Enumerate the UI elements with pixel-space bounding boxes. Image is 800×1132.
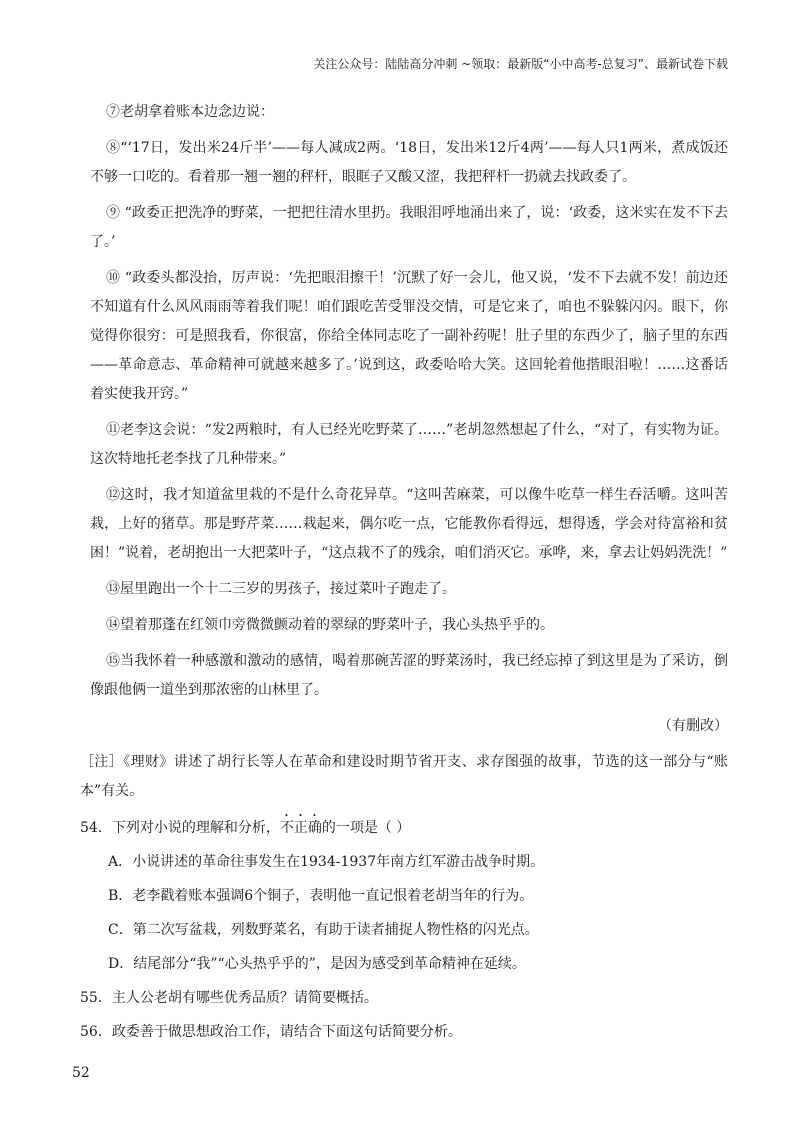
question-54-emphasis: 不正确	[279, 820, 322, 836]
option-c: C．第二次写盆栽，列数野菜名，有助于读者捕捉人物性格的闪光点。	[108, 922, 539, 938]
source-note: （有删改）	[658, 718, 728, 734]
page-number: 52	[72, 1065, 90, 1081]
document-body	[80, 98, 728, 1052]
question-56: 56．政委善于做思想政治工作，请结合下面这句话简要分析。	[80, 1024, 462, 1040]
paragraph-10: ⑩ “政委头都没抬，厉声说：‘先把眼泪擦干！’沉默了好一会儿，他又说，‘发不下去就不发！前边还不知道有什么风风雨雨等着我们呢！咱们跟吃苦受罪没交情，可是它来了，咱也不躲躲闪闪。眼下，你觉得你很穷：可是照我看，你很富，你给全体同志吃了一副补药呢！肚子里的东西少了，脑子里的东西——革命意志、革命精神可就越来越多了。’说到这，政委哈哈大笑。这回轮着他揩眼泪啦！……这番话着实使我开窍。”	[90, 270, 728, 402]
paragraph-9: ⑨ “政委正把洗净的野菜，一把把往清水里扔。我眼泪呼地涌出来了，说：‘政委，这米实在发不下去了。’	[90, 205, 728, 250]
paragraph-7: ⑦老胡拿着账本边念边说：	[106, 104, 274, 120]
option-d: D．结尾部分“我”“心头热乎乎的”，是因为感受到革命精神在延续。	[108, 956, 526, 972]
page-header-banner: 关注公众号：陆陆高分冲刺 ~领取：最新版“小中高考-总复习”、最新试卷下载	[313, 57, 728, 71]
annotation-note: ［注］《理财》讲述了胡行长等人在革命和建设时期节省开支、求存图强的故事，节选的这一部分与“账本”有关。	[80, 754, 728, 799]
question-54-suffix: 的一项是（ ）	[321, 820, 411, 836]
paragraph-12: ⑫这时，我才知道盆里栽的不是什么奇花异草。“这叫苦麻菜，可以像牛吃草一样生吞活嚼。这叫苦栽，上好的猪草。那是野芹菜……栽起来，偶尔吃一点，它能教你看得远，想得透，学会对待富裕和贫困！”说着，老胡抱出一大把菜叶子，“这点栽不了的残余，咱们消灭它。承哗，来，拿去让妈妈洗洗！”	[90, 487, 728, 561]
option-b: B．老李戳着账本强调6个铜子，表明他一直记恨着老胡当年的行为。	[108, 888, 534, 904]
paragraph-15: ⑮当我怀着一种感激和激动的感情，喝着那碗苦涩的野菜汤时，我已经忘掉了到这里是为了采访，倒像跟他俩一道坐到那浓密的山林里了。	[90, 653, 728, 698]
paragraph-11: ⑪老李这会说：“发2两粮时，有人已经光吃野菜了……”老胡忽然想起了什么，“对了，有实物为证。这次特地托老李找了几种带来。”	[90, 422, 728, 467]
question-54	[80, 812, 728, 843]
paragraph-13: ⑬屋里跑出一个十二三岁的男孩子，接过菜叶子跑走了。	[106, 581, 456, 597]
question-55: 55．主人公老胡有哪些优秀品质？请简要概括。	[80, 990, 378, 1006]
question-54-prefix: 54．下列对小说的理解和分析，	[80, 820, 280, 836]
paragraph-8: ⑧“‘17日，发出米24斤半’——每人减成2两。‘18日，发出米12斤4两’——每人只1两米，煮成饭还不够一口吃的。看着那一翘一翘的秤杆，眼眶子又酸又涩，我把秤杆一扔就去找政委了。	[90, 140, 728, 185]
paragraph-14: ⑭望着那蓬在红领巾旁微微颤动着的翠绿的野菜叶子，我心头热乎乎的。	[106, 617, 554, 633]
option-a: A．小说讲述的革命往事发生在1934-1937年南方红军游击战争时期。	[108, 854, 545, 870]
